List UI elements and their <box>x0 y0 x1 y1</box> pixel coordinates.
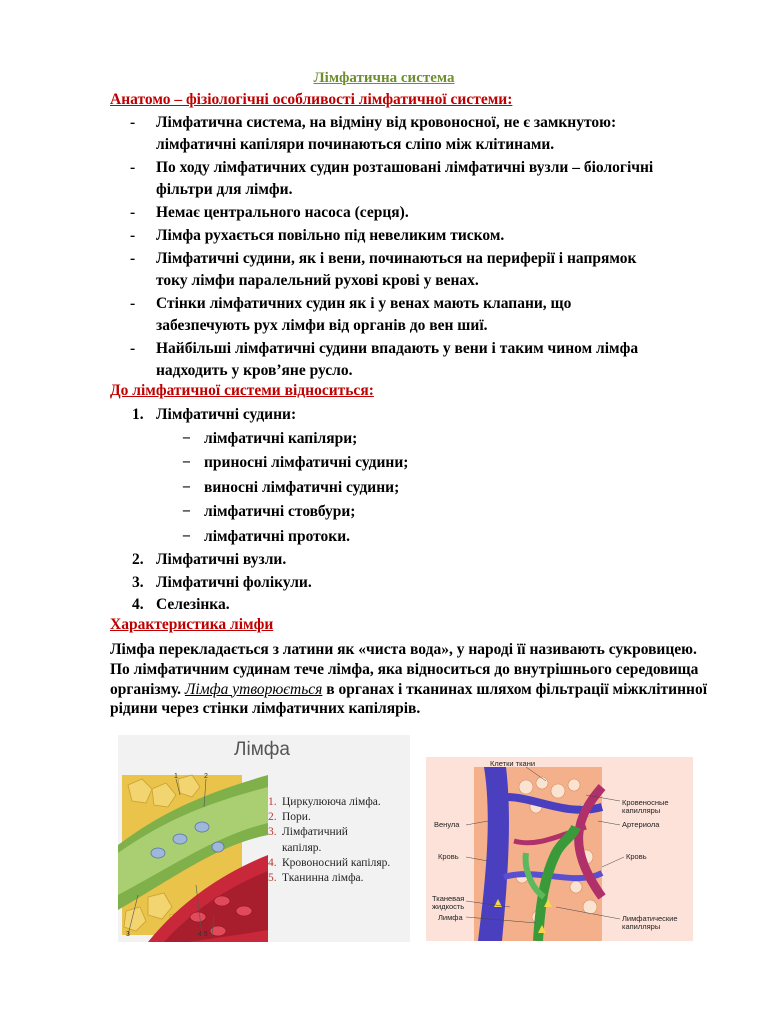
sublist-item: − лімфатичні стовбури; <box>182 503 356 520</box>
label-blood-left: Кровь <box>438 852 459 861</box>
composition-list <box>110 404 710 617</box>
lymph-paragraph: Лімфа перекладається з латини як «чиста вода», у народі її називають сукровицею. По лімфатичним судинам тече лімфа, яка відноситься до внутрішнього середовища організму. Лімфа утворюється в органах і тканинах шляхом фільтрації міжклітинної рідини через стінки лімфатичних капілярів. <box>110 641 708 718</box>
list-item: - Найбільші лімфатичні судини впадають у вени і таким чином лімфа надходить у кров’яне русло. <box>130 340 639 379</box>
list-item: 4. Селезінка. <box>132 596 230 613</box>
page-title: Лімфатична система <box>313 70 455 86</box>
sublist-item: − лімфатичні протоки. <box>182 527 351 545</box>
legend-item: 4. Кровоносний капіляр. <box>268 856 391 869</box>
label-arteriole: Артериола <box>622 820 660 829</box>
label-tissue-cells: Клетки ткани <box>490 759 536 768</box>
lymph-figure <box>118 735 410 942</box>
figure-tick-2: 2 <box>204 773 208 780</box>
list-item: 1. Лімфатичні судини: <box>132 406 297 423</box>
sublist-item: − виносні лімфатичні судини; <box>182 478 400 496</box>
lymph-formation-link[interactable]: Лімфа утворюється <box>184 680 323 698</box>
sublist-item: − лімфатичні капіляри; <box>182 429 358 447</box>
label-venule: Венула <box>434 820 460 829</box>
section-heading-lymph: Характеристика лімфи <box>110 616 274 633</box>
legend-item: 2. Пори. <box>268 811 311 824</box>
legend-item: 1. Циркулююча лімфа. <box>268 796 381 808</box>
label-lymph: Лимфа <box>438 913 463 922</box>
legend-item: 5. Тканинна лімфа. <box>268 872 364 885</box>
figure-tick-1: 1 <box>174 773 178 780</box>
sublist-item: − приносні лімфатичні судини; <box>182 454 409 471</box>
list-item: - Лімфатичні судини, як і вени, починаються на периферії і напрямок току лімфи паралельний рухові крові у венах. <box>130 250 637 289</box>
section-heading-composition: До лімфатичної системи відноситься: <box>110 382 374 399</box>
label-blood-capillaries-2: капилляры <box>622 806 661 815</box>
label-tissue-fluid-2: жидкость <box>432 902 465 911</box>
list-item: - Лімфа рухається повільно під невеликим тиском. <box>130 227 505 244</box>
figure-title: Лімфа <box>234 739 290 760</box>
label-tissue-fluid: Тканевая <box>432 894 465 903</box>
figure-tick-45: 4 5 <box>198 931 208 938</box>
label-blood-capillaries: Кровеносные <box>622 798 669 807</box>
list-item: - По ходу лімфатичних судин розташовані лімфатичні вузли – біологічні фільтри для лімфи. <box>130 159 654 198</box>
section-heading-anatomy: Анатомо – фізіологічні особливості лімфатичної системи: <box>110 91 513 108</box>
figure-legend <box>268 795 390 886</box>
list-item: - Немає центрального насоса (серця). <box>130 204 409 221</box>
list-item: 2. Лімфатичні вузли. <box>132 551 287 568</box>
sublist-wrapper <box>110 427 710 550</box>
legend-item: капіляр. <box>282 841 322 854</box>
list-item: - Стінки лімфатичних судин як і у венах мають клапани, що забезпечують рух лімфи від органів до вен шиї. <box>130 295 572 334</box>
list-item: 3. Лімфатичні фолікули. <box>132 573 312 591</box>
figure-tick-3: 3 <box>126 931 130 938</box>
list-item: - Лімфатична система, на відміну від кровоносної, не є замкнутою: лімфатичні капіляри починаються сліпо між клітинами. <box>130 114 617 153</box>
vessel-sublist <box>110 427 710 550</box>
label-lymph-capillaries-2: капилляры <box>622 922 661 931</box>
label-blood-right: Кровь <box>626 852 647 861</box>
label-lymph-capillaries: Лимфатические <box>622 914 678 923</box>
legend-item: 3. Лімфатичний <box>268 826 348 839</box>
lymph-capillary-illustration <box>118 735 268 942</box>
anatomy-bullet-list <box>110 112 710 383</box>
capillary-diagram <box>426 757 693 941</box>
